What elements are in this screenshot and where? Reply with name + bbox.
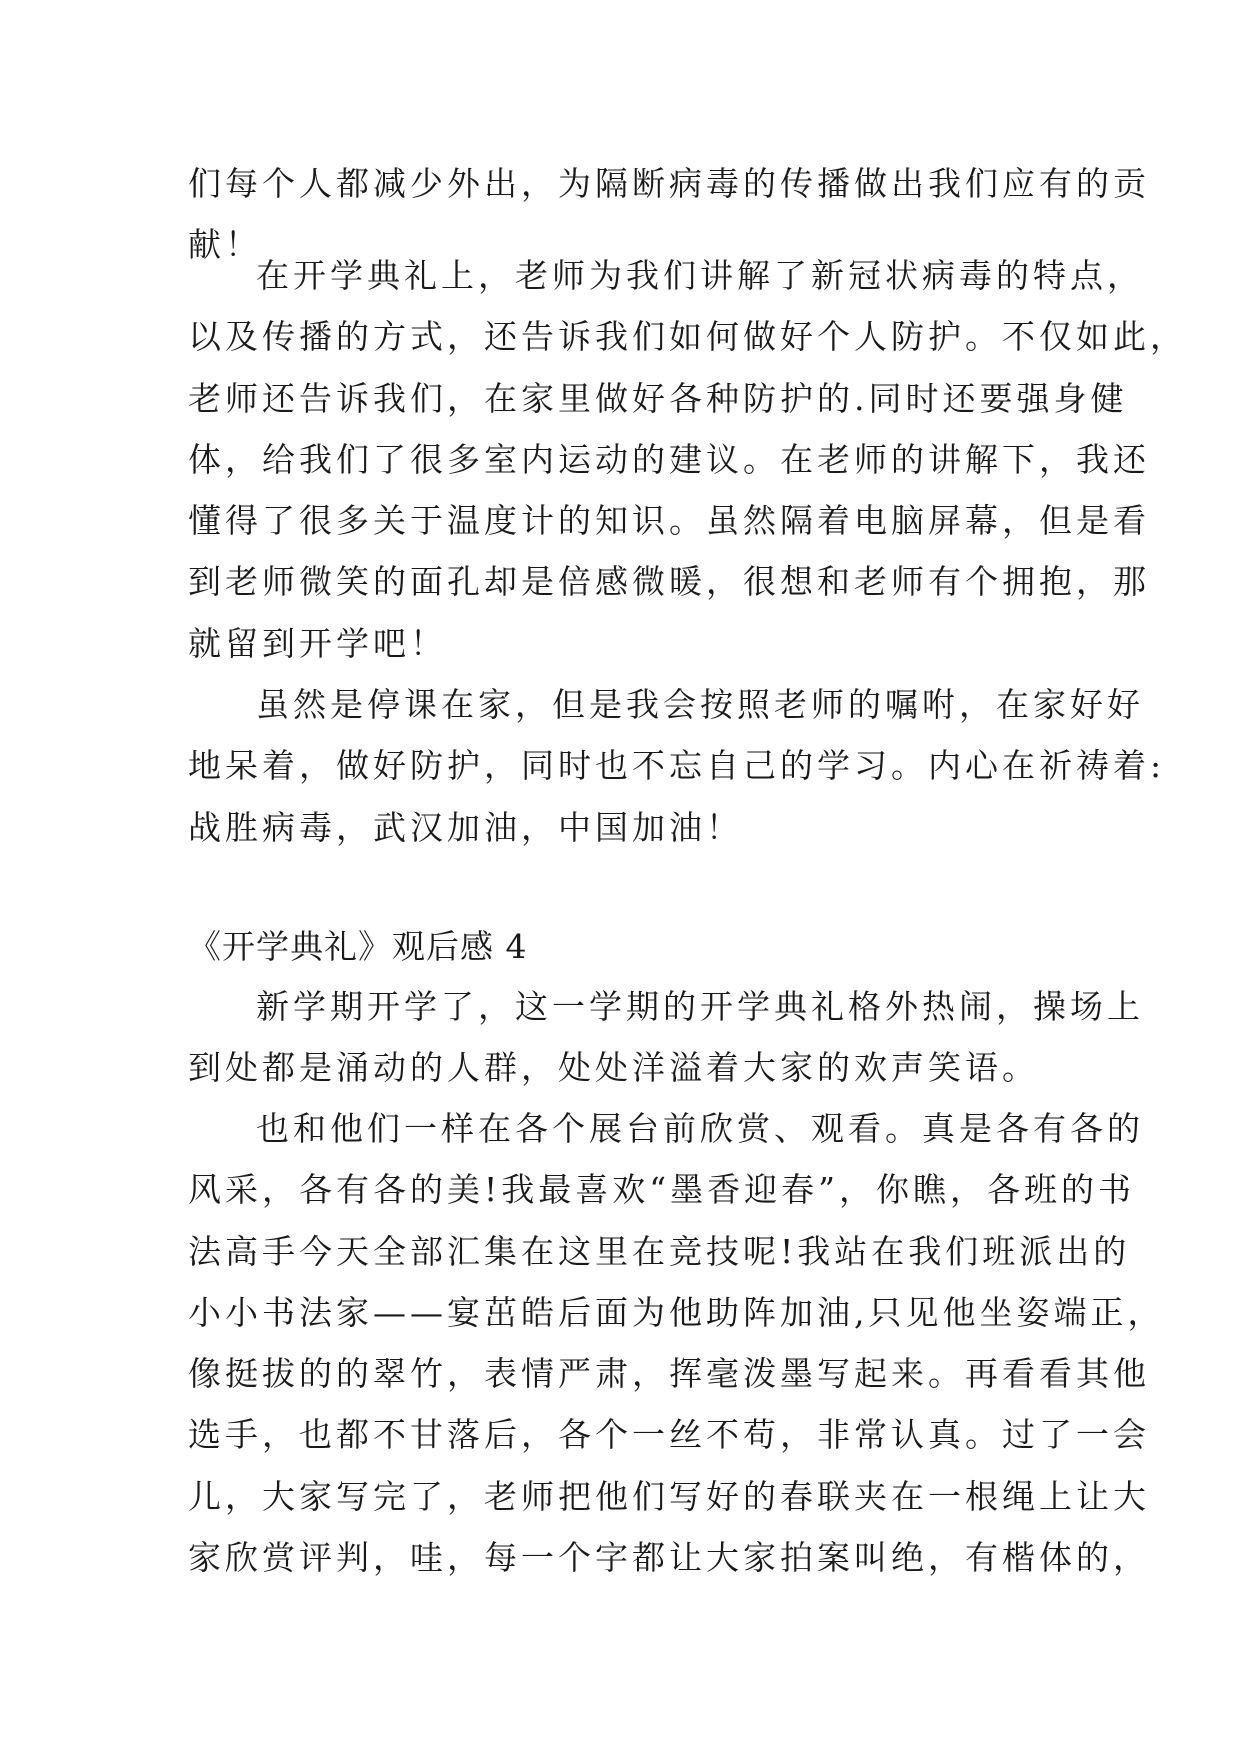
text-line: 像挺拔的的翠竹，表情严肃，挥毫泼墨写起来。再看看其他 — [188, 1354, 1150, 1394]
text-line: 选手，也都不甘落后，各个一丝不苟，非常认真。过了一会 — [188, 1415, 1150, 1455]
text-line: 以及传播的方式，还告诉我们如何做好个人防护。不仅如此， — [188, 317, 1187, 357]
text-line: 风采，各有各的美!我最喜欢“墨香迎春”，你瞧，各班的书 — [188, 1170, 1136, 1210]
text-line: 战胜病毒，武汉加油，中国加油！ — [188, 807, 743, 847]
text-line: 地呆着，做好防护，同时也不忘自己的学习。内心在祈祷着: — [188, 746, 1166, 786]
text-line: 新学期开学了，这一学期的开学典礼格外热闹，操场上 — [256, 987, 1144, 1026]
text-line: 到处都是涌动的人群，处处洋溢着大家的欢声笑语。 — [188, 1048, 1039, 1088]
text-line: 们每个人都减少外出，为隔断病毒的传播做出我们应有的贡 — [188, 164, 1150, 203]
text-line: 儿，大家写完了，老师把他们写好的春联夹在一根绳上让大 — [188, 1476, 1150, 1516]
paragraph-calligraphy — [188, 1098, 1165, 1588]
text-line: 家欣赏评判，哇，每一个字都让大家拍案叫绝，有楷体的， — [188, 1538, 1150, 1578]
section-title: 《开学典礼》观后感 4 — [188, 927, 528, 966]
text-line: 法高手今天全部汇集在这里在竞技呢!我站在我们班派出的 — [188, 1231, 1131, 1271]
text-line: 小小书法家——宴茁皓后面为他助阵加油,只见他坐姿端正， — [188, 1292, 1165, 1332]
paragraph-opening-ceremony — [188, 245, 1187, 674]
text-line: 到老师微笑的面孔却是倍感微暖，很想和老师有个拥抱，那 — [188, 562, 1150, 602]
text-line: 也和他们一样在各个展台前欣赏、观看。真是各有各的 — [256, 1109, 1144, 1148]
text-line: 献！ — [188, 225, 262, 265]
text-line: 老师还告诉我们，在家里做好各种防护的.同时还要强身健 — [188, 378, 1128, 418]
paragraph-new-semester — [188, 976, 1144, 1099]
paragraph-stay-home — [188, 674, 1166, 858]
text-line: 虽然是停课在家，但是我会按照老师的嘱咐，在家好好 — [256, 685, 1144, 724]
text-line: 体，给我们了很多室内运动的建议。在老师的讲解下，我还 — [188, 439, 1150, 479]
text-line: 懂得了很多关于温度计的知识。虽然隔着电脑屏幕，但是看 — [188, 501, 1150, 541]
text-line: 在开学典礼上，老师为我们讲解了新冠状病毒的特点， — [256, 256, 1144, 295]
text-line: 就留到开学吧！ — [188, 623, 447, 663]
